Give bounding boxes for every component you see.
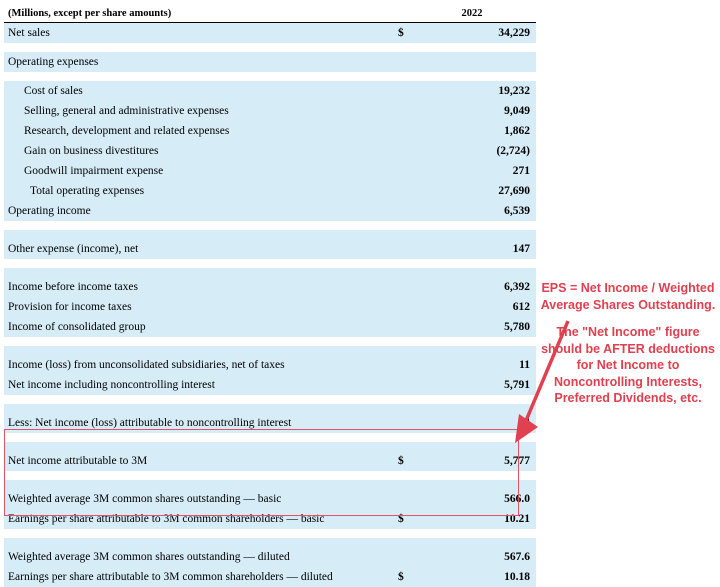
table-row [4, 181, 536, 201]
row-currency [398, 317, 424, 337]
row-label: Goodwill impairment expense [4, 161, 398, 181]
row-label: Other expense (income), net [4, 239, 398, 259]
row-value: 6,392 [424, 277, 536, 297]
row-currency [398, 239, 424, 259]
row-currency [398, 413, 424, 433]
row-gap [4, 337, 536, 346]
annotation-text [540, 280, 716, 407]
row-currency [398, 181, 424, 201]
row-gap-band [4, 442, 536, 451]
row-gap [4, 259, 536, 268]
row-gap [4, 471, 536, 480]
row-label: Weighted average 3M common shares outstanding — basic [4, 489, 398, 509]
row-value: 147 [424, 239, 536, 259]
income-statement-table [4, 4, 536, 587]
row-currency [398, 141, 424, 161]
row-label: Net income including noncontrolling interest [4, 375, 398, 395]
row-currency: $ [398, 567, 424, 587]
row-label: Net sales [4, 23, 398, 44]
table-row-wavg-shares-basic [4, 489, 536, 509]
row-value: 271 [424, 161, 536, 181]
row-currency [398, 547, 424, 567]
row-value: 5,780 [424, 317, 536, 337]
row-gap-band [4, 404, 536, 413]
row-gap [4, 529, 536, 538]
row-currency: $ [398, 509, 424, 529]
row-gap [4, 221, 536, 230]
table-row [4, 81, 536, 101]
row-label: Provision for income taxes [4, 297, 398, 317]
row-value [424, 52, 536, 72]
table-row [4, 413, 536, 433]
row-currency: $ [398, 23, 424, 44]
row-value: 27,690 [424, 181, 536, 201]
row-currency: $ [398, 451, 424, 471]
table-row [4, 277, 536, 297]
table-row [4, 317, 536, 337]
row-value: 5,777 [424, 451, 536, 471]
row-label: Less: Net income (loss) attributable to noncontrolling interest [4, 413, 398, 433]
table-row [4, 355, 536, 375]
row-label: Cost of sales [4, 81, 398, 101]
row-gap-band [4, 538, 536, 547]
row-currency [398, 121, 424, 141]
table-row [4, 52, 536, 72]
row-label: Selling, general and administrative expenses [4, 101, 398, 121]
table-row [4, 239, 536, 259]
annotation-paragraph-1: EPS = Net Income / Weighted Average Shares Outstanding. [540, 281, 716, 312]
row-currency [398, 277, 424, 297]
row-currency [398, 161, 424, 181]
row-value: 34,229 [424, 23, 536, 44]
row-currency [398, 297, 424, 317]
table-row [4, 297, 536, 317]
row-label: Earnings per share attributable to 3M common shareholders — diluted [4, 567, 398, 587]
row-value: 1,862 [424, 121, 536, 141]
row-label: Total operating expenses [4, 181, 398, 201]
row-gap-band [4, 480, 536, 489]
row-currency [398, 101, 424, 121]
row-value: 6,539 [424, 201, 536, 221]
table-row [4, 141, 536, 161]
row-label: Gain on business divestitures [4, 141, 398, 161]
row-value: 566.0 [424, 489, 536, 509]
table-row [4, 375, 536, 395]
table-header-row [4, 4, 536, 23]
row-value: 11 [424, 355, 536, 375]
row-currency [398, 375, 424, 395]
header-currency-spacer [398, 4, 424, 23]
row-gap [4, 72, 536, 81]
row-gap [4, 433, 536, 442]
table-row [4, 121, 536, 141]
row-label: Income of consolidated group [4, 317, 398, 337]
table-row-eps-basic [4, 509, 536, 529]
row-label: Weighted average 3M common shares outstanding — diluted [4, 547, 398, 567]
header-year: 2022 [424, 4, 536, 23]
row-gap-band [4, 268, 536, 277]
row-value: 10.18 [424, 567, 536, 587]
row-gap [4, 395, 536, 404]
row-value: 5,791 [424, 375, 536, 395]
table-row-wavg-shares-diluted [4, 547, 536, 567]
row-value: (2,724) [424, 141, 536, 161]
row-gap-band [4, 346, 536, 355]
row-value: 9,049 [424, 101, 536, 121]
annotation-paragraph-2: The "Net Income" figure should be AFTER deductions for Net Income to Noncontrolling Interests, Preferred Dividends, etc. [541, 325, 715, 405]
table-row [4, 101, 536, 121]
row-gap [4, 43, 536, 52]
row-label: Income (loss) from unconsolidated subsidiaries, net of taxes [4, 355, 398, 375]
row-value: 10.21 [424, 509, 536, 529]
row-label: Research, development and related expenses [4, 121, 398, 141]
row-label: Income before income taxes [4, 277, 398, 297]
table-row [4, 23, 536, 44]
row-currency [398, 81, 424, 101]
row-label: Net income attributable to 3M [4, 451, 398, 471]
table-row [4, 161, 536, 181]
row-gap-band [4, 230, 536, 239]
row-currency [398, 201, 424, 221]
table-caption: (Millions, except per share amounts) [4, 4, 398, 23]
row-currency [398, 52, 424, 72]
table-row-eps-diluted [4, 567, 536, 587]
row-label: Operating income [4, 201, 398, 221]
row-value: 19,232 [424, 81, 536, 101]
row-value: 612 [424, 297, 536, 317]
row-currency [398, 355, 424, 375]
row-label: Operating expenses [4, 52, 398, 72]
row-value: 567.6 [424, 547, 536, 567]
row-label: Earnings per share attributable to 3M common shareholders — basic [4, 509, 398, 529]
row-currency [398, 489, 424, 509]
table-row-net-income-3m [4, 451, 536, 471]
table-row [4, 201, 536, 221]
